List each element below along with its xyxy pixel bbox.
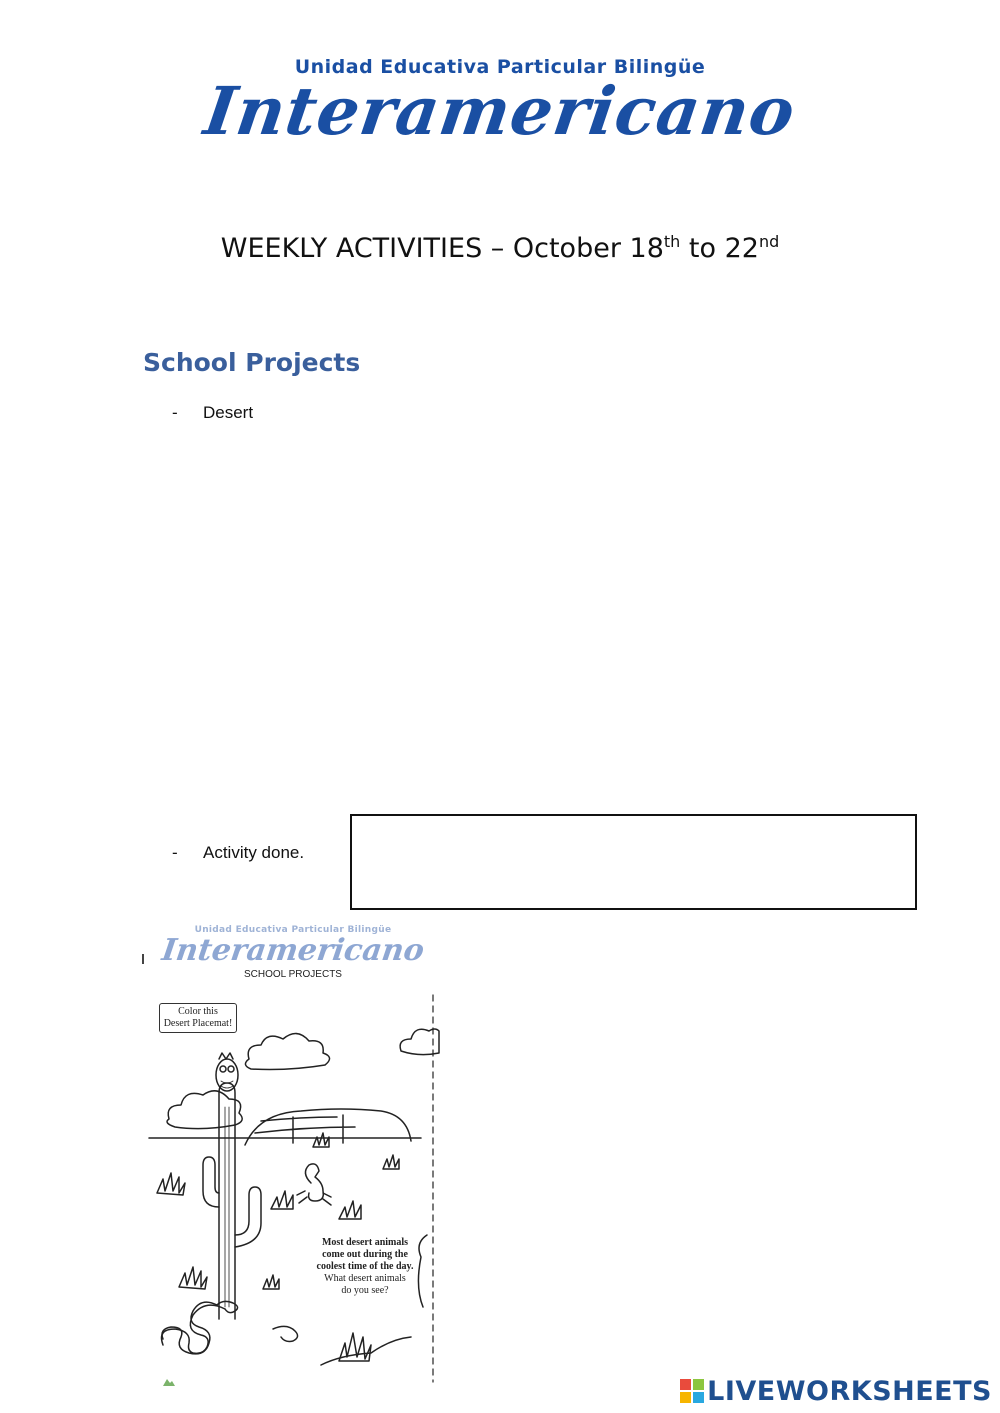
worksheet-school-subtitle: Unidad Educativa Particular Bilingüe [194, 925, 392, 935]
title-sup-th: th [663, 232, 681, 251]
desert-placemat-image [143, 925, 443, 1385]
worksheet-label-box [159, 1003, 237, 1033]
worksheet-prompt [307, 1237, 423, 1297]
worksheet-subtitle: SCHOOL PROJECTS [244, 969, 342, 980]
prompt-line-1: Most desert animals [321, 1237, 409, 1248]
label-line-1: Color this [178, 1006, 218, 1017]
bullet-text: Activity done. [203, 843, 305, 862]
title-mid: to 22 [680, 233, 759, 264]
liveworksheets-watermark [680, 1376, 992, 1407]
worksheet-school-logo: Interamericano [159, 933, 427, 968]
bullet-dash: - [172, 843, 178, 862]
answer-box[interactable] [350, 814, 917, 910]
image-anchor-icon [162, 1377, 176, 1387]
section-heading: School Projects [143, 348, 361, 377]
prompt-line-5: do you see? [341, 1285, 389, 1296]
desert-drawing [143, 987, 443, 1385]
liveworksheets-logo-icon [680, 1379, 704, 1403]
bullet-dash: - [172, 403, 178, 422]
title-main: WEEKLY ACTIVITIES – October 18 [220, 233, 664, 264]
prompt-line-3: coolest time of the day. [316, 1261, 414, 1272]
prompt-line-4: What desert animals [324, 1273, 406, 1284]
prompt-line-2: come out during the [322, 1249, 408, 1260]
label-line-2: Desert Placemat! [163, 1018, 233, 1029]
school-subtitle: Unidad Educativa Particular Bilingüe [294, 56, 706, 78]
school-logo: Interamericano [199, 72, 801, 150]
page-title [0, 232, 1000, 264]
title-sup-nd: nd [758, 232, 780, 251]
bullet-text: Desert [203, 403, 254, 422]
watermark-text: LIVEWORKSHEETS [707, 1376, 992, 1407]
